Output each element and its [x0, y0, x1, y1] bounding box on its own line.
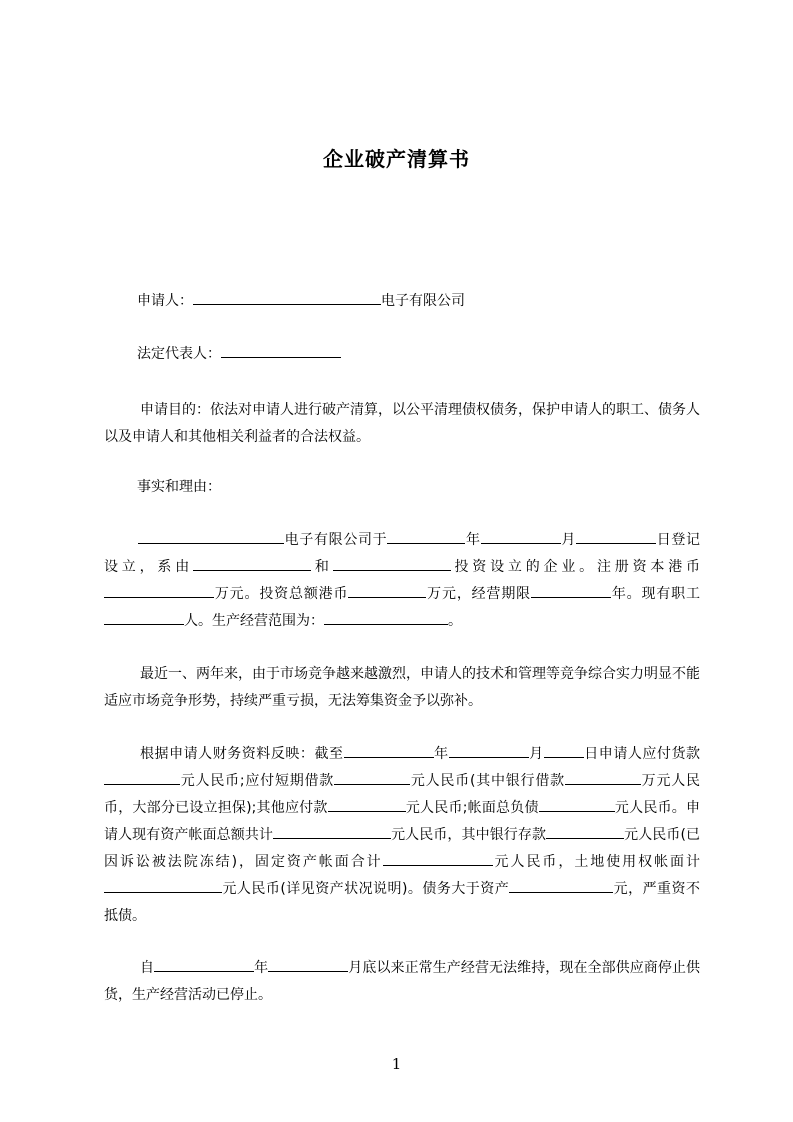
blank-field — [193, 556, 311, 571]
blank-field — [576, 529, 656, 544]
financial-paragraph: 根据申请人财务资料反映：截至 年 月 日申请人应付货款元人民币;应付短期借款 元人民币(其中银行借款 万元人民币，大部分已设立担保);其他应付款 元人民币;帐面总负债 元人民币。申请人现有资产帐面总额共计 元人民币，其中银行存款 元人民币(已因诉讼被法院冻结)，固定资产帐面合计 元人民币，土地使用权帐面计元人民币(详见资产状况说明)。债务大于资产 元，严重资不抵债。 — [104, 741, 700, 930]
legal-rep-label: 法定代表人： — [137, 346, 221, 362]
blank-field — [154, 957, 254, 972]
blank-field — [334, 770, 410, 785]
blank-field — [104, 878, 222, 893]
blank-field — [221, 343, 341, 358]
blank-field — [387, 529, 465, 544]
blank-field — [324, 610, 448, 625]
blank-field — [544, 743, 584, 758]
blank-field — [383, 851, 493, 866]
blank-field — [193, 290, 381, 305]
establishment-paragraph: 电子有限公司于 年 月 日登记设立，系由 和 投资设立的企业。注册资本港币万元。投资总额港币 万元，经营期限 年。现有职工人。生产经营范围为： 。 — [104, 527, 700, 635]
blank-field — [344, 743, 434, 758]
applicant-line — [137, 290, 465, 311]
blank-field — [273, 824, 391, 839]
purpose-paragraph: 申请目的：依法对申请人进行破产清算，以公平清理债权债务，保护申请人的职工、债务人以及申请人和其他相关利益者的合法权益。 — [104, 402, 700, 445]
cessation-paragraph: 自 年 月底以来正常生产经营无法维持，现在全部供应商停止供货，生产经营活动已停止。 — [104, 955, 700, 1009]
decline-paragraph: 最近一、两年来，由于市场竞争越来越激烈，申请人的技术和管理等竞争综合实力明显不能适应市场竞争形势，持续严重亏损，无法筹集资金予以弥补。 — [104, 666, 700, 709]
blank-field — [531, 583, 611, 598]
blank-field — [449, 743, 529, 758]
blank-field — [509, 878, 613, 893]
blank-field — [138, 529, 284, 544]
page-number: 1 — [391, 1055, 402, 1073]
blank-field — [104, 610, 184, 625]
blank-field — [333, 556, 451, 571]
blank-field — [104, 583, 214, 598]
blank-field — [481, 529, 561, 544]
facts-heading: 事实和理由： — [137, 479, 221, 495]
blank-field — [539, 797, 615, 812]
blank-field — [546, 824, 624, 839]
applicant-label: 申请人： — [137, 293, 193, 309]
blank-field — [268, 957, 348, 972]
blank-field — [565, 770, 641, 785]
applicant-suffix: 电子有限公司 — [381, 293, 465, 309]
blank-field — [328, 797, 406, 812]
document-title: 企业破产清算书 — [323, 147, 470, 171]
legal-rep-line — [137, 343, 341, 364]
blank-field — [348, 583, 426, 598]
blank-field — [104, 770, 180, 785]
